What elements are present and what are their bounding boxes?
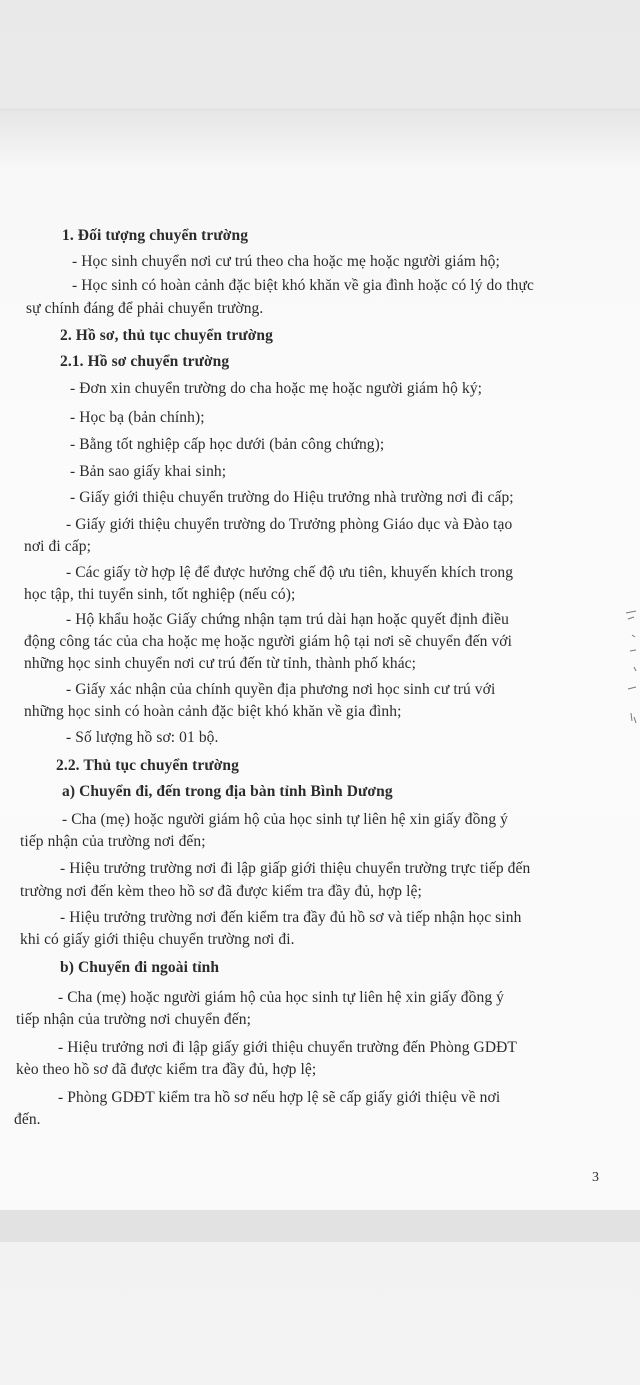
text-line: tiếp nhận của trường nơi chuyển đến;	[16, 1011, 251, 1028]
text-line: - Giấy giới thiệu chuyển trường do Trưởng phòng Giáo dục và Đào tạo	[66, 516, 513, 533]
text-line: - Đơn xin chuyển trường do cha hoặc mẹ hoặc người giám hộ ký;	[70, 380, 483, 397]
text-line: - Các giấy tờ hợp lệ để được hưởng chế độ ưu tiên, khuyến khích trong	[66, 564, 514, 581]
text-line: trường nơi đến kèm theo hồ sơ đã được kiểm tra đầy đủ, hợp lệ;	[20, 883, 422, 900]
text-line: động công tác của cha hoặc mẹ hoặc người giám hộ tại nơi sẽ chuyển đến với	[24, 633, 513, 650]
text-line: nơi đi cấp;	[24, 538, 91, 555]
text-line: - Bản sao giấy khai sinh;	[70, 463, 227, 480]
text-line: đến.	[14, 1111, 41, 1128]
text-line: - Hộ khẩu hoặc Giấy chứng nhận tạm trú dài hạn hoặc quyết định điều	[66, 611, 509, 628]
heading-a: a) Chuyển đi, đến trong địa bàn tỉnh Bình Dương	[62, 783, 393, 800]
text-line: những học sinh chuyển nơi cư trú đến từ tỉnh, thành phố khác;	[24, 655, 417, 672]
text-line: sự chính đáng để phải chuyển trường.	[26, 300, 264, 317]
text-line: tiếp nhận của trường nơi đến;	[20, 833, 206, 850]
text-line: những học sinh có hoàn cảnh đặc biệt khó khăn về gia đình;	[24, 703, 402, 720]
text-line: học tập, thi tuyển sinh, tốt nghiệp (nếu có);	[24, 586, 296, 603]
heading-1: 1. Đối tượng chuyển trường	[62, 227, 249, 244]
page-number: 3	[592, 1170, 599, 1185]
text-line: kèo theo hồ sơ đã được kiểm tra đầy đủ, hợp lệ;	[16, 1061, 317, 1078]
heading-2-2: 2.2. Thủ tục chuyển trường	[56, 757, 239, 774]
text-line: - Cha (mẹ) hoặc người giám hộ của học sinh tự liên hệ xin giấy đồng ý	[58, 989, 504, 1006]
text-line: - Học bạ (bản chính);	[70, 409, 205, 426]
text-line: - Giấy xác nhận của chính quyền địa phương nơi học sinh cư trú với	[66, 681, 496, 698]
table-surface-band	[0, 1210, 640, 1242]
text-line: - Phòng GDĐT kiểm tra hồ sơ nếu hợp lệ sẽ cấp giấy giới thiệu về nơi	[58, 1089, 501, 1106]
heading-2: 2. Hồ sơ, thủ tục chuyển trường	[60, 327, 274, 344]
margin-bleed-marks	[622, 605, 640, 735]
text-line: - Hiệu trưởng trường nơi đi lập giấp giới thiệu chuyển trường trực tiếp đến	[60, 860, 531, 877]
text-line: - Bằng tốt nghiệp cấp học dưới (bản công chứng);	[70, 436, 385, 453]
text-line: - Hiệu trưởng nơi đi lập giấy giới thiệu chuyển trường đến Phòng GDĐT	[58, 1039, 517, 1056]
text-line: - Số lượng hồ sơ: 01 bộ.	[66, 729, 219, 746]
text-line: khi có giấy giới thiệu chuyển trường nơi đi.	[20, 931, 295, 948]
text-line: - Cha (mẹ) hoặc người giám hộ của học sinh tự liên hệ xin giấy đồng ý	[62, 811, 508, 828]
text-line: - Học sinh có hoàn cảnh đặc biệt khó khăn về gia đình hoặc có lý do thực	[72, 277, 534, 294]
text-line: - Hiệu trưởng trường nơi đến kiểm tra đầy đủ hồ sơ và tiếp nhận học sinh	[60, 909, 522, 926]
text-line: - Giấy giới thiệu chuyển trường do Hiệu trưởng nhà trường nơi đi cấp;	[70, 489, 514, 506]
heading-2-1: 2.1. Hồ sơ chuyển trường	[60, 353, 230, 370]
text-line: - Học sinh chuyển nơi cư trú theo cha hoặc mẹ hoặc người giám hộ;	[72, 253, 500, 270]
heading-b: b) Chuyển đi ngoài tỉnh	[60, 959, 220, 976]
